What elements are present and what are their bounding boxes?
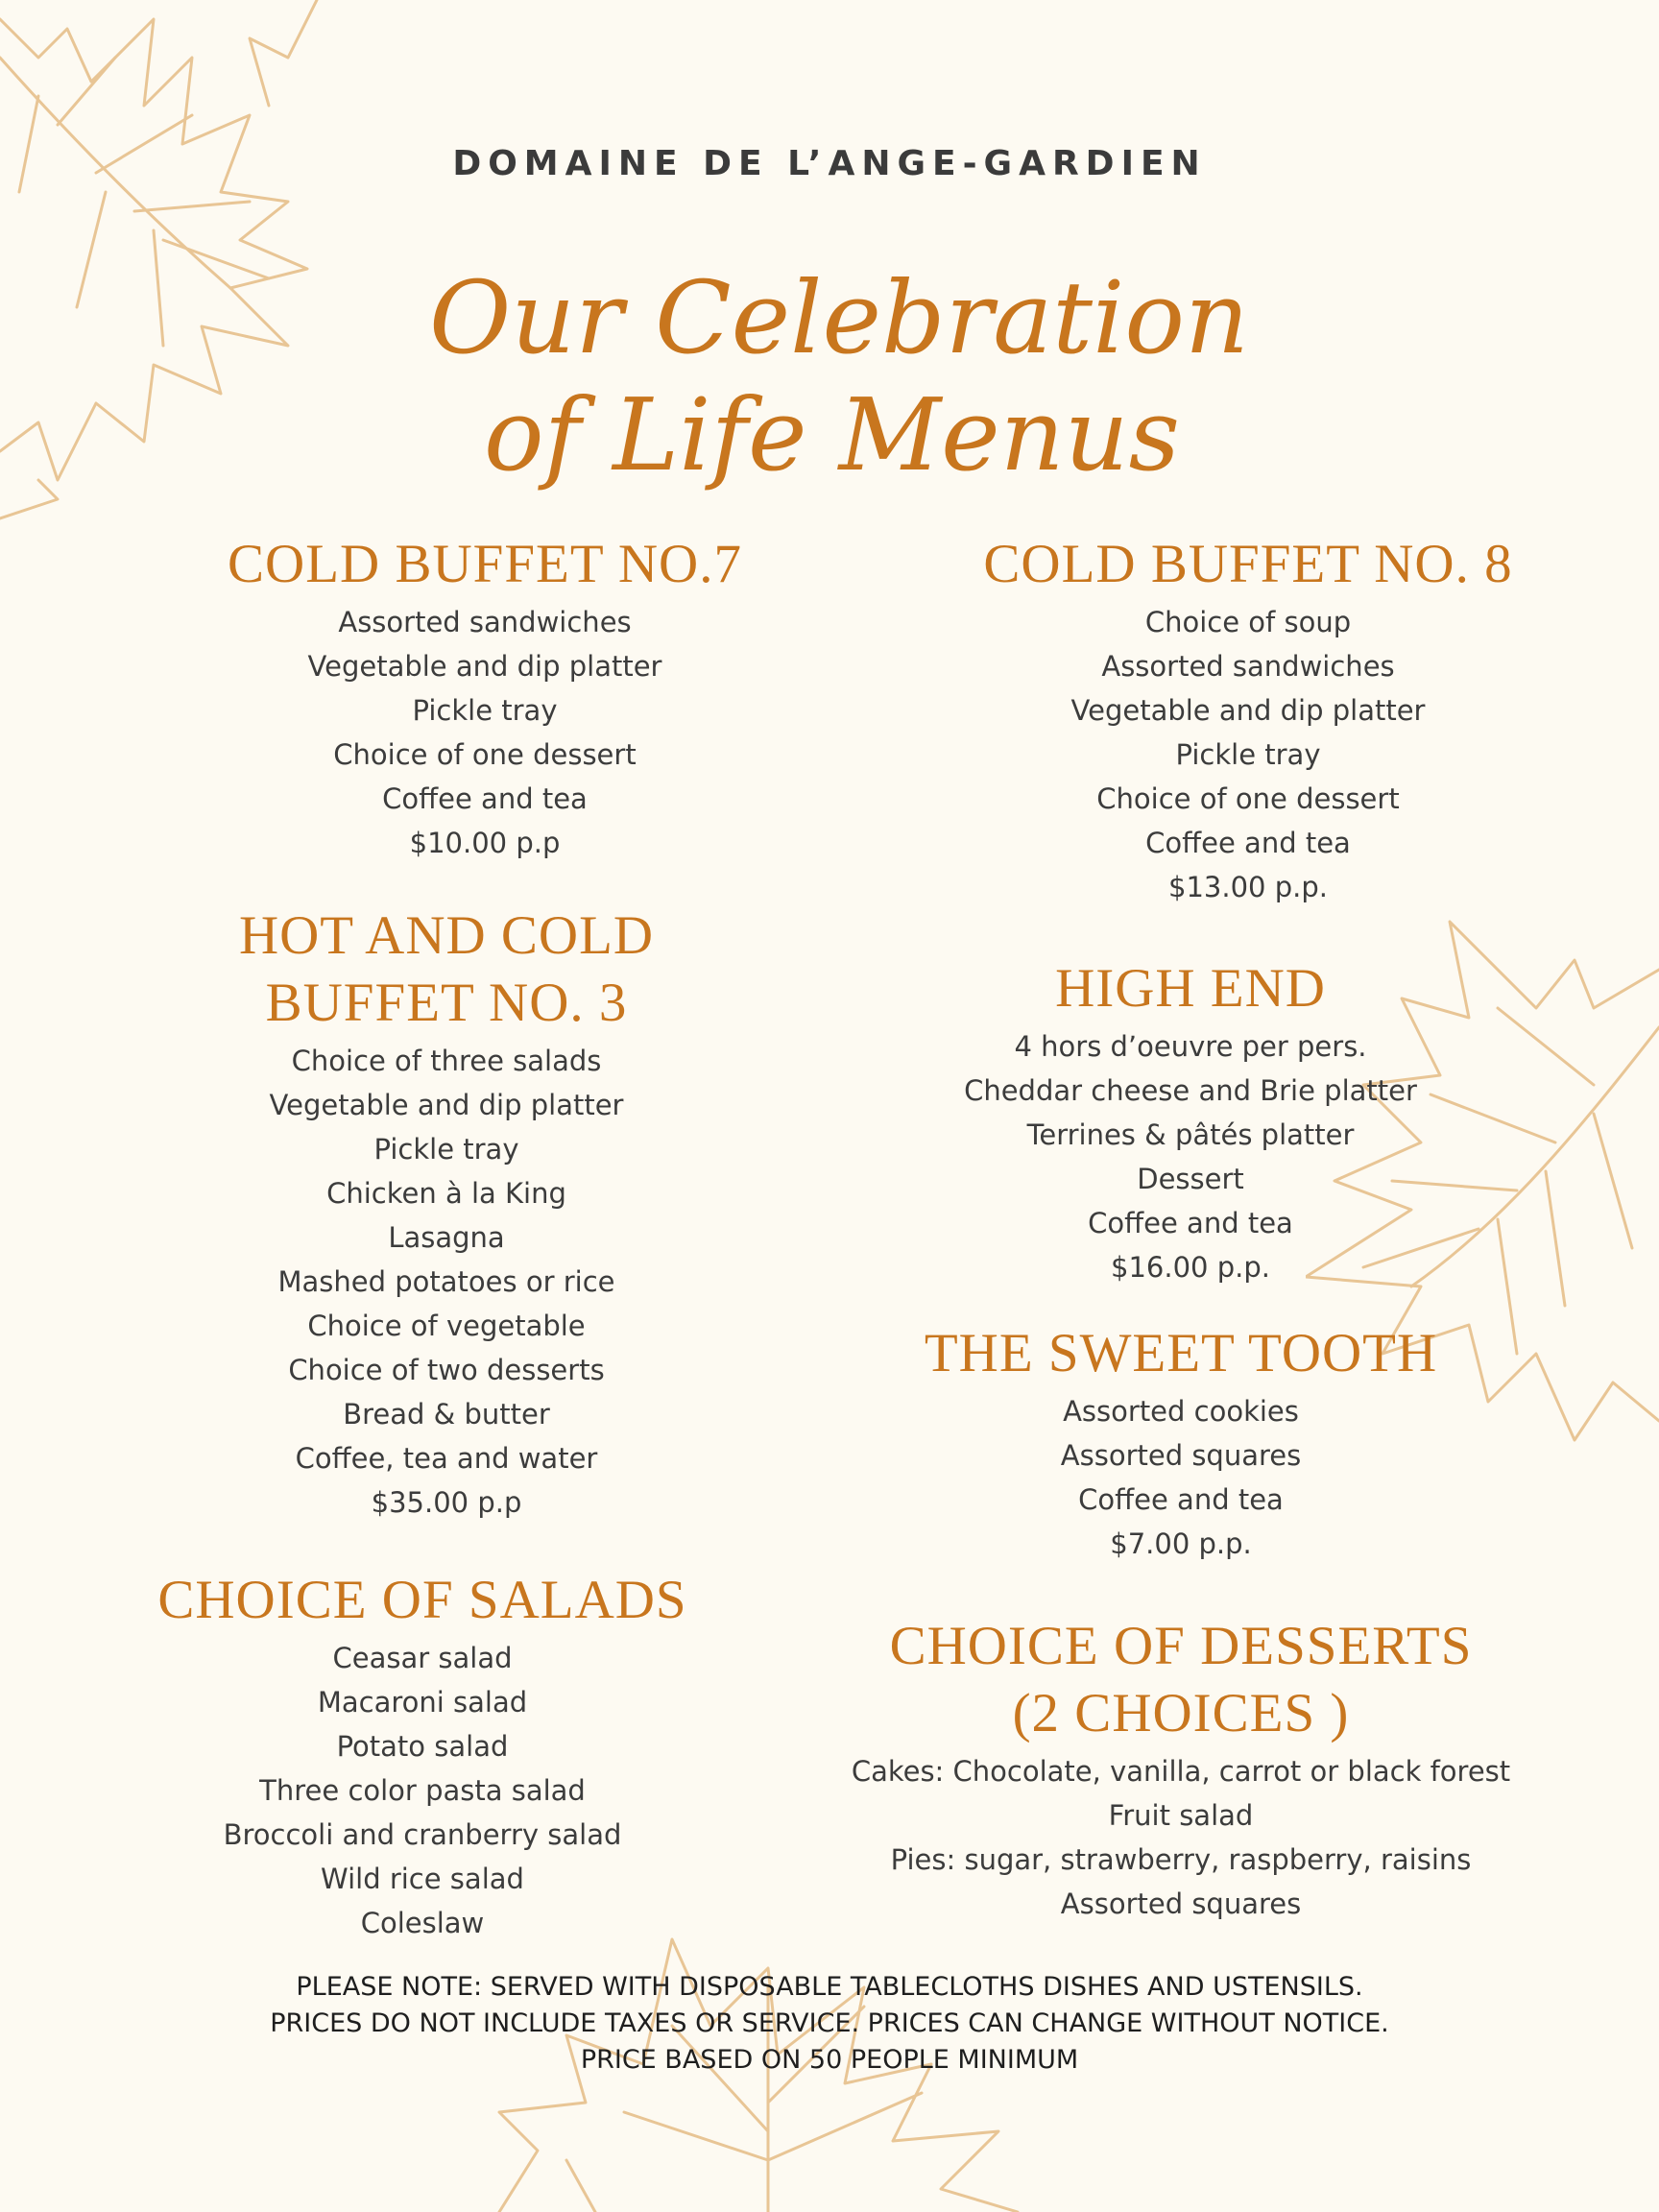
- menu-sweet-tooth: [864, 1320, 1498, 1566]
- list-item: Coffee and tea: [382, 782, 588, 815]
- list-item: Assorted squares: [1060, 1887, 1302, 1920]
- list-item: Coleslaw: [360, 1907, 485, 1939]
- list-item: Coffee and tea: [1088, 1207, 1293, 1239]
- item-list: [96, 1636, 749, 1945]
- footer-note: [0, 1969, 1659, 2079]
- list-item: Assorted squares: [1060, 1439, 1302, 1472]
- item-list: [154, 600, 816, 865]
- list-item: Terrines & pâtés platter: [1026, 1118, 1355, 1151]
- list-item: Chicken à la King: [326, 1177, 566, 1210]
- price: $10.00 p.p: [409, 827, 561, 859]
- section-title-line-2: BUFFET NO. 3: [265, 973, 628, 1033]
- list-item: Ceasar salad: [332, 1642, 513, 1674]
- list-item: Choice of three salads: [291, 1045, 602, 1077]
- list-item: 4 hors d’oeuvre per pers.: [1014, 1030, 1367, 1063]
- section-title-line-2: (2 CHOICES ): [1012, 1683, 1350, 1743]
- section-title: COLD BUFFET NO.7: [228, 534, 742, 594]
- note-line: PRICES DO NOT INCLUDE TAXES OR SERVICE. PRICES CAN CHANGE WITHOUT NOTICE.: [270, 2008, 1389, 2038]
- list-item: Coffee and tea: [1145, 827, 1351, 859]
- list-item: Choice of two desserts: [288, 1354, 605, 1386]
- list-item: Coffee, tea and water: [295, 1442, 598, 1475]
- price: $35.00 p.p: [371, 1486, 522, 1519]
- list-item: Cakes: Chocolate, vanilla, carrot or black forest: [851, 1755, 1511, 1788]
- section-title: [797, 1613, 1565, 1747]
- item-list: [902, 1024, 1479, 1289]
- menu-cold-buffet-8: [912, 531, 1584, 909]
- list-item: Pickle tray: [412, 694, 558, 727]
- section-title-line-1: HOT AND COLD: [238, 905, 655, 966]
- section-title-line-1: CHOICE OF DESSERTS: [889, 1616, 1473, 1676]
- list-item: Assorted cookies: [1063, 1395, 1299, 1428]
- menu-high-end: [902, 955, 1479, 1289]
- list-item: Choice of soup: [1144, 606, 1352, 638]
- list-item: Vegetable and dip platter: [307, 650, 662, 683]
- list-item: Potato salad: [336, 1730, 509, 1763]
- list-item: Broccoli and cranberry salad: [223, 1818, 622, 1851]
- list-item: Pickle tray: [1175, 738, 1321, 771]
- item-list: [154, 1039, 739, 1525]
- section-title: CHOICE OF SALADS: [157, 1570, 687, 1630]
- price: $16.00 p.p.: [1111, 1251, 1270, 1284]
- list-item: Choice of one dessert: [333, 738, 637, 771]
- menu-cold-buffet-7: [154, 531, 816, 865]
- list-item: Three color pasta salad: [259, 1774, 586, 1807]
- list-item: Assorted sandwiches: [1101, 650, 1395, 683]
- page-title-line-1: Our Celebration: [429, 259, 1249, 376]
- venue-name: DOMAINE DE L’ANGE-GARDIEN: [452, 144, 1207, 183]
- price: $13.00 p.p.: [1168, 871, 1328, 903]
- menu-choice-of-desserts: [797, 1613, 1565, 1926]
- list-item: Fruit salad: [1108, 1799, 1254, 1832]
- list-item: Vegetable and dip platter: [269, 1089, 624, 1121]
- price: $7.00 p.p.: [1110, 1527, 1252, 1560]
- list-item: Mashed potatoes or rice: [277, 1265, 615, 1298]
- section-title: [154, 902, 739, 1037]
- list-item: Choice of one dessert: [1096, 782, 1400, 815]
- list-item: Lasagna: [388, 1221, 505, 1254]
- menu-hot-cold-buffet-3: [154, 902, 739, 1525]
- list-item: Choice of vegetable: [307, 1310, 586, 1342]
- section-title: COLD BUFFET NO. 8: [983, 534, 1513, 594]
- list-item: Pies: sugar, strawberry, raspberry, raisins: [890, 1843, 1472, 1876]
- item-list: [864, 1389, 1498, 1566]
- list-item: Wild rice salad: [321, 1863, 524, 1895]
- item-list: [797, 1749, 1565, 1926]
- list-item: Bread & butter: [343, 1398, 550, 1431]
- list-item: Dessert: [1137, 1163, 1244, 1195]
- list-item: Pickle tray: [373, 1133, 519, 1166]
- section-title: THE SWEET TOOTH: [924, 1323, 1438, 1383]
- list-item: Cheddar cheese and Brie platter: [964, 1074, 1417, 1107]
- item-list: [912, 600, 1584, 909]
- page-title-line-2: of Life Menus: [484, 376, 1180, 493]
- list-item: Assorted sandwiches: [338, 606, 632, 638]
- note-line: PRICE BASED ON 50 PEOPLE MINIMUM: [580, 2045, 1079, 2075]
- note-line: PLEASE NOTE: SERVED WITH DISPOSABLE TABLECLOTHS DISHES AND USTENSILS.: [296, 1972, 1363, 2002]
- menu-choice-of-salads: [96, 1567, 749, 1945]
- list-item: Macaroni salad: [317, 1686, 528, 1719]
- page-title: [0, 259, 1659, 493]
- list-item: Coffee and tea: [1078, 1483, 1284, 1516]
- list-item: Vegetable and dip platter: [1070, 694, 1426, 727]
- section-title: HIGH END: [1055, 958, 1326, 1019]
